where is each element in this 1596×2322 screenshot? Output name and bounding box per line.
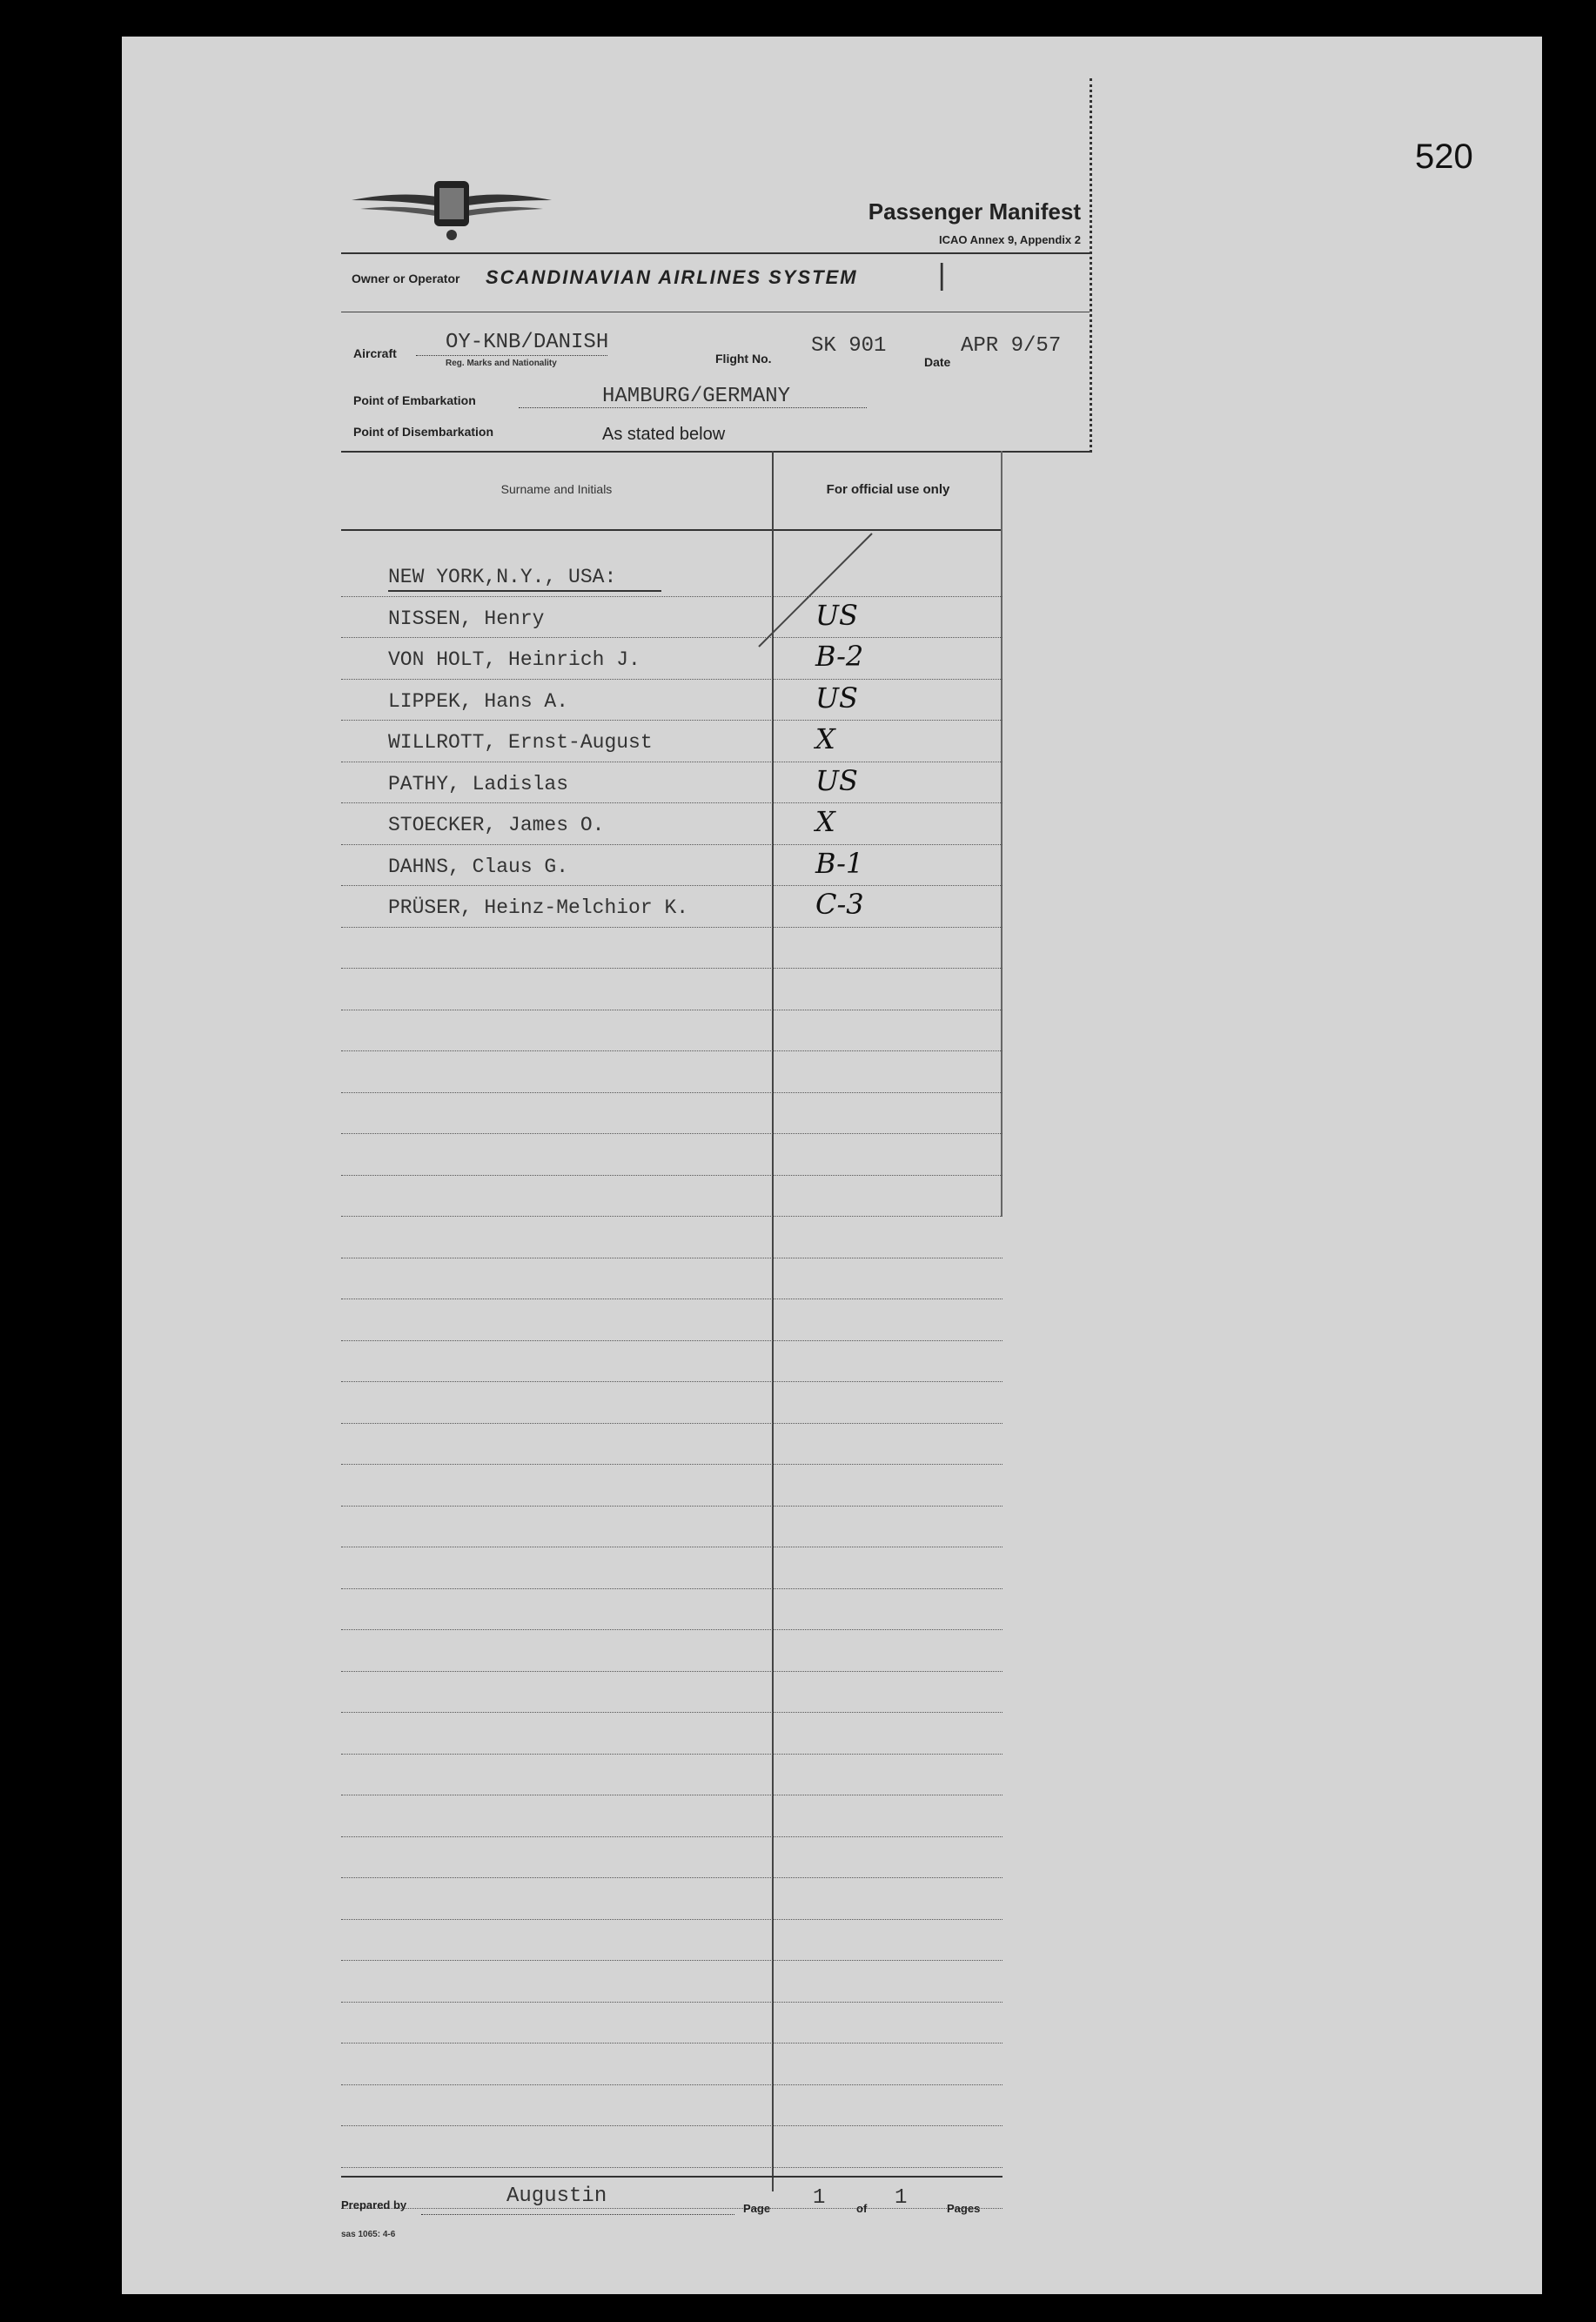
- official-mark: B-1: [815, 846, 864, 880]
- passenger-rows: [341, 555, 1003, 2209]
- official-mark: US: [815, 598, 858, 632]
- empty-table-row: [341, 1217, 1003, 1258]
- table-row: [341, 803, 1003, 845]
- empty-table-row: [341, 1507, 1003, 1548]
- owner-mark: |: [933, 261, 951, 294]
- empty-table-row: [341, 1258, 1003, 1300]
- empty-table-row: [341, 1299, 1003, 1341]
- manifest-subtitle: ICAO Annex 9, Appendix 2: [938, 233, 1081, 246]
- reg-note: Reg. Marks and Nationality: [446, 359, 557, 368]
- passenger-name: STOECKER, James O.: [388, 814, 605, 836]
- disembark-label: Point of Disembarkation: [353, 425, 494, 439]
- manifest-footer: [341, 2176, 1090, 2237]
- embark-label: Point of Embarkation: [353, 393, 476, 407]
- empty-table-row: [341, 1672, 1003, 1714]
- empty-table-row: [341, 1093, 1003, 1135]
- date-value: APR 9/57: [961, 334, 1062, 358]
- manifest-title: Passenger Manifest: [868, 198, 1081, 225]
- sas-wings-logo-icon: [352, 165, 552, 244]
- page-number: 520: [1415, 138, 1473, 176]
- page-value: 1: [813, 2186, 826, 2210]
- empty-table-row: [341, 1382, 1003, 1424]
- empty-table-row: [341, 1010, 1003, 1052]
- official-use-column-header: For official use only: [826, 482, 950, 497]
- footer-divider: [341, 2176, 1003, 2178]
- disembark-value: As stated below: [602, 425, 726, 444]
- prepared-value: Augustin: [506, 2184, 607, 2208]
- of-value: 1: [895, 2186, 908, 2210]
- empty-table-row: [341, 1755, 1003, 1796]
- table-row: [341, 638, 1003, 680]
- empty-table-row: [341, 2126, 1003, 2168]
- embark-line: [519, 407, 867, 408]
- empty-table-row: [341, 1134, 1003, 1176]
- empty-table-row: [341, 1961, 1003, 2003]
- table-row: [341, 721, 1003, 762]
- surname-column-header: Surname and Initials: [500, 482, 613, 496]
- empty-table-row: [341, 2043, 1003, 2085]
- empty-table-row: [341, 1589, 1003, 1631]
- aircraft-label: Aircraft: [353, 346, 397, 360]
- table-row: [341, 762, 1003, 804]
- empty-table-row: [341, 1465, 1003, 1507]
- destination-underline: [388, 590, 661, 592]
- passenger-name: NEW YORK,N.Y., USA:: [388, 566, 617, 588]
- embark-value: HAMBURG/GERMANY: [602, 385, 791, 408]
- empty-table-row: [341, 1341, 1003, 1383]
- owner-label: Owner or Operator: [352, 272, 460, 285]
- passenger-name: PRÜSER, Heinz-Melchior K.: [388, 896, 689, 919]
- empty-table-row: [341, 1630, 1003, 1672]
- empty-table-row: [341, 1878, 1003, 1920]
- aircraft-line: [416, 355, 607, 356]
- official-mark: US: [815, 681, 858, 715]
- empty-table-row: [341, 969, 1003, 1010]
- table-header-divider: [341, 529, 1003, 531]
- passenger-name: LIPPEK, Hans A.: [388, 689, 569, 713]
- table-row: [341, 680, 1003, 721]
- table-row: [341, 597, 1003, 639]
- table-row: [341, 555, 1003, 597]
- empty-table-row: [341, 1920, 1003, 1962]
- empty-table-row: [341, 1795, 1003, 1837]
- passenger-table: [341, 451, 1003, 2191]
- aircraft-value: OY-KNB/DANISH: [446, 331, 609, 354]
- prepared-label: Prepared by: [341, 2198, 407, 2211]
- page-label: Page: [743, 2202, 771, 2215]
- official-mark: X: [815, 722, 835, 755]
- empty-table-row: [341, 2003, 1003, 2044]
- form-code: sas 1065: 4-6: [341, 2230, 396, 2239]
- manifest-header: [341, 78, 1092, 453]
- empty-table-row: [341, 2085, 1003, 2127]
- flight-label: Flight No.: [715, 352, 772, 366]
- official-mark: C-3: [815, 888, 864, 921]
- of-label: of: [856, 2202, 868, 2215]
- owner-value: SCANDINAVIAN AIRLINES SYSTEM: [486, 266, 858, 288]
- table-row: [341, 886, 1003, 928]
- passenger-name: NISSEN, Henry: [388, 607, 545, 630]
- official-mark: X: [815, 805, 835, 838]
- empty-table-row: [341, 1547, 1003, 1589]
- empty-table-row: [341, 928, 1003, 970]
- passenger-name: VON HOLT, Heinrich J.: [388, 648, 640, 671]
- flight-value: SK 901: [811, 334, 887, 358]
- passenger-name: PATHY, Ladislas: [388, 772, 569, 795]
- official-mark: US: [815, 763, 858, 797]
- passenger-name: DAHNS, Claus G.: [388, 855, 569, 878]
- date-label: Date: [924, 355, 951, 369]
- empty-table-row: [341, 1837, 1003, 1879]
- header-divider: [341, 252, 1090, 254]
- official-mark: B-2: [815, 640, 864, 673]
- passenger-manifest-form: [341, 78, 1090, 2237]
- empty-table-row: [341, 1176, 1003, 1218]
- empty-table-row: [341, 1051, 1003, 1093]
- empty-table-row: [341, 1713, 1003, 1755]
- prepared-line: [421, 2214, 734, 2215]
- table-row: [341, 845, 1003, 887]
- passenger-name: WILLROTT, Ernst-August: [388, 731, 653, 754]
- empty-table-row: [341, 1424, 1003, 1466]
- pages-label: Pages: [947, 2202, 981, 2215]
